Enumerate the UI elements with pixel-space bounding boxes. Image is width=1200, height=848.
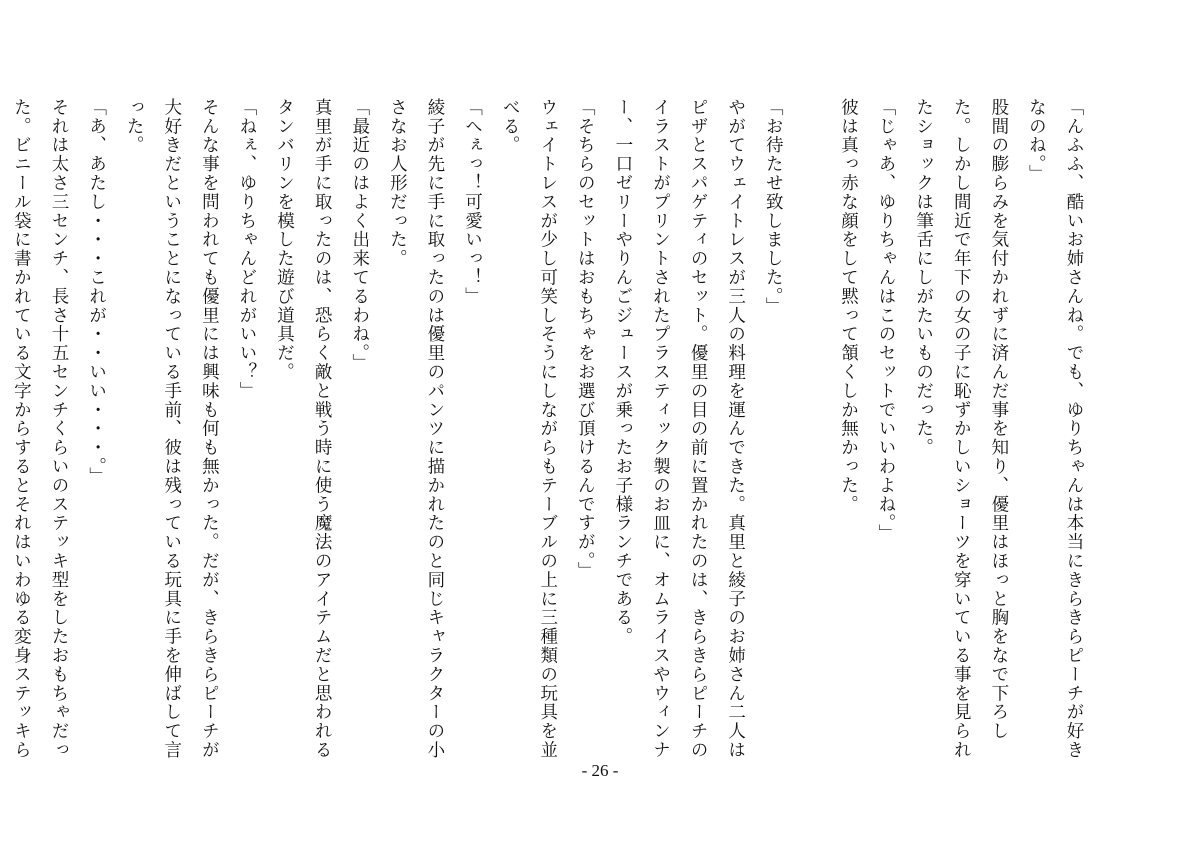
- paragraph: ウェイトレスが少し可笑しそうにしながらもテーブルの上に三種類の玩具を並べる。: [500, 98, 558, 760]
- paragraph: 「お待たせ致しました。」: [763, 98, 784, 317]
- paragraph: そんな事を問われても優里には興味も何も無かった。だが、きらきらピーチが大好きだということになっている手前、彼は残っている玩具に手を伸ばして言った。: [124, 98, 220, 760]
- paragraph: やがてウェイトレスが三人の料理を運んできた。真里と綾子のお姉さん二人はピザとスパゲティのセット。優里の目の前に置かれたのは、きらきらピーチのイラストがプリントされたプラスティック製のお皿に、オムライスやウィンナー、一口ゼリーやりんごジュースが乗ったお子様ランチである。: [612, 98, 746, 760]
- paragraph: それは太さ三センチ、長さ十五センチくらいのステッキ型をしたおもちゃだった。ビニール袋に書かれている文字からするとそれはいわゆる変身ステッキら: [11, 98, 69, 760]
- page-number: - 26 -: [581, 761, 619, 780]
- paragraph: 真里が手に取ったのは、恐らく敵と戦う時に使う魔法のアイテムだと思われるタンバリンを模した遊び道具だ。: [274, 98, 333, 760]
- vertical-text-body: [11, 98, 1092, 762]
- blank-line: [791, 98, 829, 762]
- paragraph: 「最近のはよく出来てるわね。」: [349, 98, 370, 373]
- paragraph: 綾子が先に手に取ったのは優里のパンツに描かれたのと同じキャラクターの小さなお人形だった。: [387, 98, 445, 760]
- paragraph: 「ねぇ、ゆりちゃんどれがいい？」: [236, 98, 257, 401]
- paragraph: 「じゃあ、ゆりちゃんはこのセットでいいわよね。」: [876, 98, 897, 543]
- paragraph: 「そちらのセットはおもちゃをお選び頂けるんですが。」: [575, 98, 596, 581]
- paragraph: 彼は真っ赤な顔をして黙って頷くしか無かった。: [838, 98, 859, 514]
- paragraph: 「あ、あたし・・・これが・・いい・・・。」: [86, 98, 107, 487]
- paragraph: 「へぇっ！可愛いっ！」: [462, 98, 483, 306]
- paragraph: 「んふふ、酷いお姉さんね。でも、ゆりちゃんは本当にきらきらピーチが好きなのね。」: [1026, 98, 1084, 760]
- paragraph: 股間の膨らみを気付かれずに済んだ事を知り、優里はほっと胸をなで下ろした。しかし間近で年下の女の子に恥ずかしいショーツを穿いている事を見られたショックは筆舌にしがたいものだった。: [913, 98, 1009, 760]
